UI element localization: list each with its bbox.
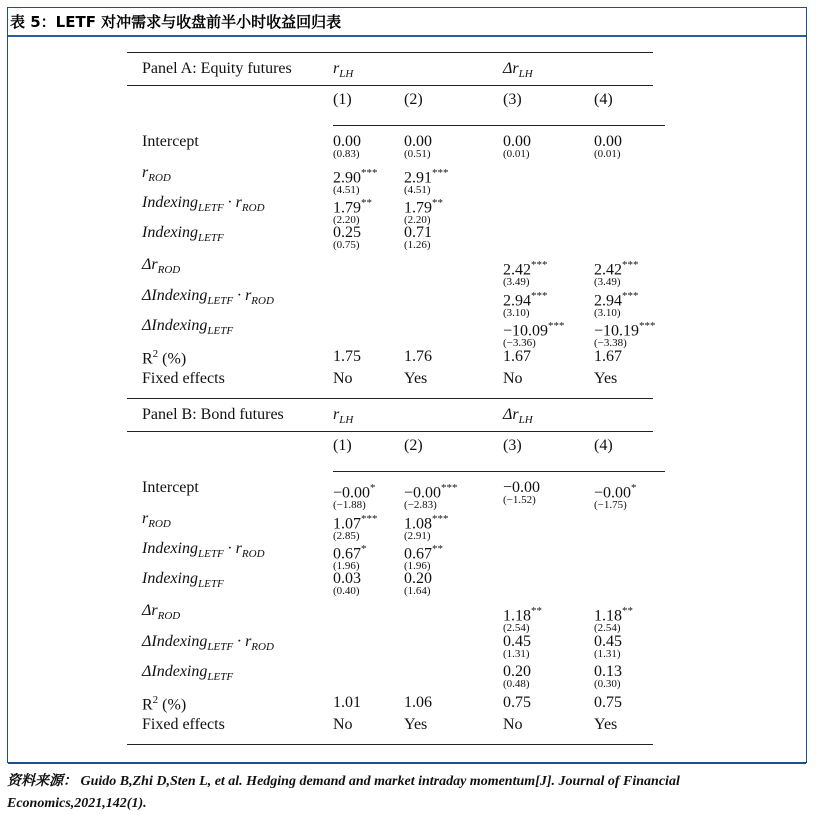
panel-b-cell	[404, 571, 432, 597]
panel-a-coef: 0.00	[333, 133, 361, 150]
panel-b-cell	[333, 571, 361, 597]
panel-a-dep-var-2: $\Delta r_{LH}$	[503, 60, 533, 81]
panel-a-cell	[404, 165, 449, 196]
panel-a-fe-value: No	[503, 370, 523, 387]
panel-a-coef: 0.00	[404, 133, 432, 150]
panel-b-tstat: (2.91)	[404, 530, 431, 543]
panel-b-coef: −0.00*	[594, 482, 637, 502]
panel-b-cell	[594, 634, 622, 660]
panel-a-row-label: $r_{ROD}$	[142, 164, 171, 185]
panel-b-r2-label: $R^2$ (%)	[142, 694, 187, 714]
panel-b-tstat: (2.54)	[594, 622, 621, 635]
panel-b-cell	[594, 664, 622, 690]
panel-b-tstat: (1.96)	[333, 560, 360, 573]
panel-b-cell	[594, 603, 633, 634]
panel-a-tstat: (1.26)	[404, 239, 431, 251]
panel-b-tstat: (2.85)	[333, 530, 360, 543]
panel-b-row-label: Indexing$_{LETF}$	[142, 570, 224, 591]
panel-a-row-label: Intercept	[142, 133, 199, 150]
panel-a-col-header: (4)	[594, 91, 613, 108]
panel-a-tstat: (3.49)	[503, 276, 530, 289]
panel-b-tstat: (2.54)	[503, 622, 530, 635]
panel-b-top-rule	[127, 398, 653, 399]
panel-b-coef: 0.20	[404, 570, 432, 587]
panel-a-coef: 0.00	[594, 133, 622, 150]
panel-a-coef: 2.42***	[594, 259, 639, 279]
panel-b-r2-value: 0.75	[503, 694, 531, 711]
panel-b-cell	[333, 511, 378, 542]
panel-a-fe-value: No	[333, 370, 353, 387]
panel-b-fe-value: Yes	[594, 716, 618, 733]
panel-a-col-header: (2)	[404, 91, 423, 108]
panel-b-fe-value: No	[333, 716, 353, 733]
panel-a-tstat: (3.10)	[503, 307, 530, 320]
panel-a-cell	[333, 165, 378, 196]
panel-b-r2-value: 0.75	[594, 694, 622, 711]
panel-b-cell	[594, 480, 637, 511]
panel-a-coef: 1.79**	[333, 197, 372, 217]
panel-b-tstat: (1.31)	[503, 648, 530, 660]
panel-b-coef: 0.67**	[404, 543, 443, 563]
panel-a-heading: Panel A: Equity futures	[142, 60, 292, 77]
panel-a-tstat: (0.75)	[333, 239, 360, 251]
panel-a-col-header: (3)	[503, 91, 522, 108]
panel-b-fe-value: Yes	[404, 716, 428, 733]
panel-b-coef: 0.45	[594, 633, 622, 650]
panel-b-mid-rule	[127, 431, 653, 432]
panel-a-tstat: (2.20)	[333, 214, 360, 227]
panel-b-tstat: (0.30)	[594, 678, 621, 690]
panel-b-row-label: $\Delta r_{ROD}$	[142, 602, 181, 623]
table-bottom-rule	[127, 744, 653, 745]
panel-b-coef: 1.18**	[594, 605, 633, 625]
panel-b-coef: −0.00	[503, 479, 541, 496]
panel-b-cell	[503, 603, 542, 634]
panel-b-cell	[333, 480, 376, 511]
panel-a-top-rule	[127, 52, 653, 53]
panel-a-cell	[333, 134, 361, 160]
panel-a-cell	[333, 225, 361, 251]
panel-a-fe-value: Yes	[404, 370, 428, 387]
panel-b-dep-var-1: $r_{LH}$	[333, 406, 354, 427]
panel-a-coef: −10.09***	[503, 320, 565, 340]
panel-a-coef: −10.19***	[594, 320, 656, 340]
panel-b-tstat: (1.31)	[594, 648, 621, 660]
frame-bottom-line	[8, 763, 806, 764]
panel-b-row-label: ΔIndexing$_{LETF}$ · $r_{ROD}$	[142, 633, 274, 654]
panel-b-tstat: (1.96)	[404, 560, 431, 573]
panel-a-row-label: Indexing$_{LETF}$ · $r_{ROD}$	[142, 194, 265, 215]
panel-a-tstat: (4.51)	[333, 184, 360, 197]
panel-a-cell	[503, 257, 548, 288]
panel-a-tstat: (0.01)	[503, 148, 530, 160]
panel-b-tstat: (1.64)	[404, 585, 431, 597]
panel-a-coef: 2.94***	[503, 290, 548, 310]
panel-b-col-header: (2)	[404, 437, 423, 454]
panel-a-r2-value: 1.76	[404, 348, 432, 365]
panel-b-row-label: Indexing$_{LETF}$ · $r_{ROD}$	[142, 540, 265, 561]
panel-b-cell	[503, 480, 540, 506]
panel-b-heading: Panel B: Bond futures	[142, 406, 284, 423]
panel-a-coef: 1.79**	[404, 197, 443, 217]
panel-a-coef: 0.71	[404, 224, 432, 241]
panel-b-tstat: (−1.75)	[594, 499, 627, 512]
panel-a-mid-rule	[127, 85, 653, 86]
panel-a-cell	[594, 288, 639, 319]
panel-a-tstat: (0.83)	[333, 148, 360, 160]
panel-a-coef: 2.91***	[404, 167, 449, 187]
panel-b-coef: 0.45	[503, 633, 531, 650]
panel-b-col-header: (3)	[503, 437, 522, 454]
panel-b-cell	[503, 634, 531, 660]
panel-a-fe-label: Fixed effects	[142, 370, 225, 387]
panel-b-tstat: (−1.52)	[503, 494, 536, 506]
panel-b-cell	[333, 541, 367, 572]
panel-b-r2-value: 1.01	[333, 694, 361, 711]
panel-a-tstat: (3.10)	[594, 307, 621, 320]
panel-a-coef: 2.90***	[333, 167, 378, 187]
panel-a-tstat: (0.01)	[594, 148, 621, 160]
table-title: 表 5：LETF 对冲需求与收盘前半小时收益回归表	[10, 13, 342, 31]
panel-a-row-label: ΔIndexing$_{LETF}$	[142, 317, 234, 338]
panel-b-coef: 1.18**	[503, 605, 542, 625]
panel-a-coef: 0.00	[503, 133, 531, 150]
panel-a-row-label: $\Delta r_{ROD}$	[142, 256, 181, 277]
panel-a-cell	[594, 257, 639, 288]
panel-a-cell	[503, 288, 548, 319]
panel-b-row-label: Intercept	[142, 479, 199, 496]
panel-a-cell	[503, 318, 565, 349]
panel-a-r2-value: 1.67	[503, 348, 531, 365]
panel-a-row-label: ΔIndexing$_{LETF}$ · $r_{ROD}$	[142, 287, 274, 308]
panel-a-dep-var-1: $r_{LH}$	[333, 60, 354, 81]
panel-b-fe-value: No	[503, 716, 523, 733]
panel-a-row-label: Indexing$_{LETF}$	[142, 224, 224, 245]
panel-b-coef: 0.67*	[333, 543, 367, 563]
panel-a-cell	[594, 318, 656, 349]
panel-a-fe-value: Yes	[594, 370, 618, 387]
panel-b-coef: 0.20	[503, 663, 531, 680]
panel-a-r2-label: $R^2$ (%)	[142, 348, 187, 368]
panel-b-cell	[404, 480, 458, 511]
panel-b-tstat: (0.48)	[503, 678, 530, 690]
panel-a-tstat: (2.20)	[404, 214, 431, 227]
panel-a-coef: 2.94***	[594, 290, 639, 310]
panel-b-dep-var-2: $\Delta r_{LH}$	[503, 406, 533, 427]
panel-b-coef: 0.13	[594, 663, 622, 680]
panel-a-cell	[503, 134, 531, 160]
panel-b-cell	[404, 541, 443, 572]
panel-a-tstat: (3.49)	[594, 276, 621, 289]
panel-a-col-header: (1)	[333, 91, 352, 108]
source-label: 资料来源：	[7, 773, 77, 789]
panel-a-cell	[404, 225, 432, 251]
panel-a-tstat: (4.51)	[404, 184, 431, 197]
panel-b-coef: −0.00*	[333, 482, 376, 502]
panel-b-coef: 0.03	[333, 570, 361, 587]
panel-a-cell	[404, 195, 443, 226]
source-text: Guido B,Zhi D,Sten L, et al. Hedging demand and market intraday momentum[J]. Journal of Financial Economics,2021,142(1).	[7, 774, 680, 811]
panel-a-r2-value: 1.67	[594, 348, 622, 365]
panel-b-cols-rule	[333, 471, 665, 472]
panel-b-r2-value: 1.06	[404, 694, 432, 711]
panel-a-cols-rule	[333, 125, 665, 126]
panel-b-col-header: (4)	[594, 437, 613, 454]
panel-b-fe-label: Fixed effects	[142, 716, 225, 733]
panel-a-tstat: (−3.38)	[594, 337, 627, 350]
panel-b-col-header: (1)	[333, 437, 352, 454]
panel-a-cell	[333, 195, 372, 226]
panel-b-tstat: (−2.83)	[404, 499, 437, 512]
panel-b-tstat: (−1.88)	[333, 499, 366, 512]
panel-b-cell	[503, 664, 531, 690]
panel-b-cell	[404, 511, 449, 542]
panel-a-cell	[594, 134, 622, 160]
panel-a-tstat: (0.51)	[404, 148, 431, 160]
panel-a-cell	[404, 134, 432, 160]
panel-b-row-label: ΔIndexing$_{LETF}$	[142, 663, 234, 684]
panel-b-row-label: $r_{ROD}$	[142, 510, 171, 531]
panel-b-tstat: (0.40)	[333, 585, 360, 597]
panel-b-coef: 1.08***	[404, 513, 449, 533]
panel-a-r2-value: 1.75	[333, 348, 361, 365]
source-note	[7, 770, 810, 815]
panel-a-coef: 2.42***	[503, 259, 548, 279]
panel-b-coef: 1.07***	[333, 513, 378, 533]
panel-a-coef: 0.25	[333, 224, 361, 241]
panel-b-coef: −0.00***	[404, 482, 458, 502]
panel-a-tstat: (−3.36)	[503, 337, 536, 350]
